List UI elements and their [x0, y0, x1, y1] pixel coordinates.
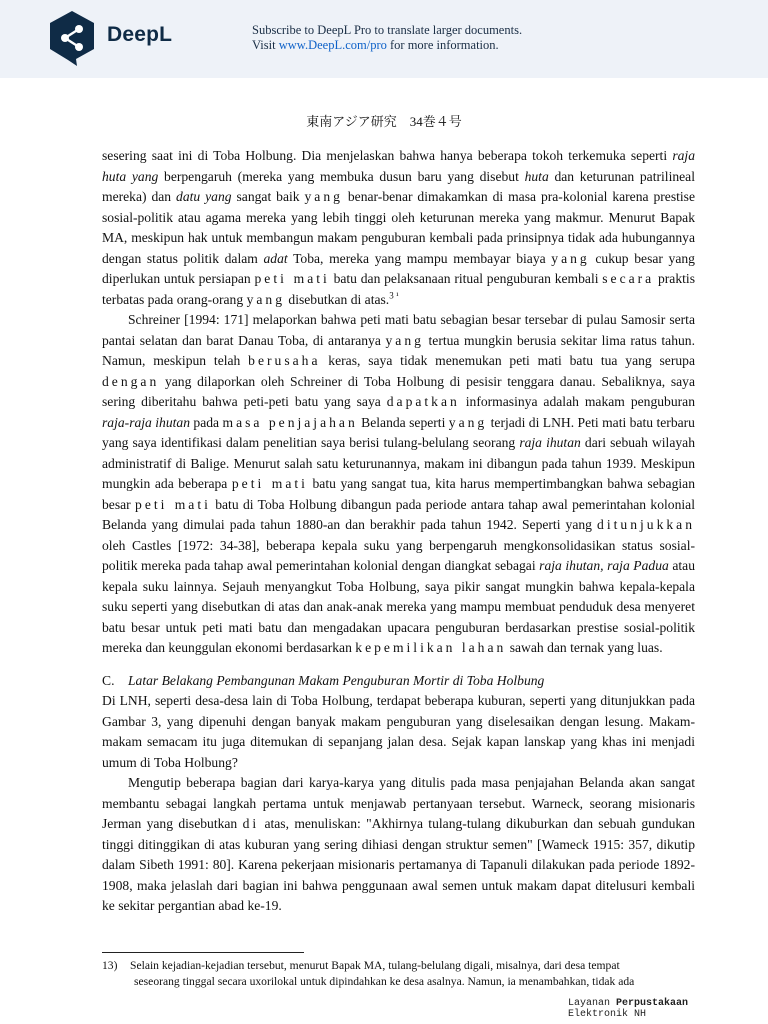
paragraph-1: sesering saat ini di Toba Holbung. Dia menjelaskan bahwa hanya beberapa tokoh terkemuka seperti raja huta yang berpengaruh (mereka yang membuka dusun baru yang disebut huta dan keturunan patrilineal mereka) dan datu yang sangat baik yang benar-benar dimakamkan di masa pra-kolonial karena prestise sosial-politik atau agama mereka yang lebih tinggi oleh keturunan mereka yang makmur. Menurut Bapak MA, meskipun hak untuk membangun makam penguburan kembali pada prinsipnya tidak ada hubungannya dengan status politik dalam adat Toba, mereka yang mampu membayar biaya yang cukup besar yang diperlukan untuk persiapan peti mati batu dan pelaksanaan ritual penguburan kembali secara praktis terbatas pada orang-orang yang disebutkan di atas.$^{3 ^1}$	[102, 148, 695, 307]
deepl-banner	[0, 0, 768, 78]
section-title: Latar Belakang Pembangunan Makam Penguburan Mortir di Toba Holbung	[128, 672, 545, 688]
deepl-logo-icon[interactable]	[46, 9, 98, 67]
stamp-line-1: Layanan Perpustakaan	[568, 998, 689, 1009]
stamp-line-2: Elektronik NH	[568, 1009, 647, 1020]
promo-line-1: Subscribe to DeepL Pro to translate larger documents.	[252, 23, 523, 37]
document-body	[102, 146, 695, 917]
promo-line-2	[252, 38, 522, 53]
library-stamp	[568, 998, 688, 1020]
footnote-number: 13)	[102, 959, 118, 972]
promo-text	[252, 23, 522, 53]
paragraph-2: Schreiner [1994: 171] melaporkan bahwa peti mati batu sebagian besar tersebar di pulau Samosir serta pantai selatan dan barat Danau Toba, di antaranya yang tertua mungkin berusia sekitar lima ratus tahun. Namun, meskipun telah berusaha keras, saya tidak menemukan peti mati batu tua yang serupa dengan yang dilaporkan oleh Schreiner di Toba Holbung di pesisir tenggara danau. Sebaliknya, saya sering diberitahu bahwa peti-peti batu yang saya dapatkan informasinya adalah makam penguburan raja-raja ihutan pada masa penjajahan Belanda seperti yang terjadi di LNH. Peti mati batu terbaru yang saya identifikasi dalam penelitian saya berisi tulang-belulang seorang raja ihutan dari sebuah wilayah administratif di Balige. Menurut salah satu keturunannya, makam ini dibangun pada tahun 1939. Meskipun mungkin ada beberapa peti mati batu yang sangat tua, kita harus mempertimbangkan bahwa sebagian besar peti mati batu di Toba Holbung dibangun pada periode antara tahap awal pemerintahan kolonial Belanda yang dimulai pada tahun 1880-an dan berakhir pada tahun 1942. Seperti yang ditunjukkan oleh Castles [1972: 34-38], beberapa kepala suku yang berpengaruh mengkonsolidasikan status sosial-politik mereka pada tahap awal pemerintahan kolonial dengan diangkat sebagai raja ihutan, raja Padua atau kepala suku lainnya. Sejauh menyangkut Toba Holbung, saya pikir sangat mungkin bahwa kepala-kepala suku seperti yang disebutkan di atas dan anak-anak mereka yang mampu membuat penduduk desa menyeret batu besar untuk peti mati batu dan mengadakan upacara penguburan berdasarkan prestise sosial-politik mereka dan keunggulan ekonomi berdasarkan kepemilikan lahan sawah dan ternak yang luas.	[102, 312, 695, 655]
deepl-logo-text: DeepL	[107, 23, 173, 46]
deepl-pro-link[interactable]: www.DeepL.com/pro	[278, 38, 387, 52]
footnote-line-2: seseorang tinggal secara uxorilokal untuk dipindahkan ke desa asalnya. Namun, ia menambahkan, tidak ada	[134, 974, 635, 988]
footnote-divider	[102, 952, 304, 953]
footnote-line-1: 13) Selain kejadian-kejadian tersebut, menurut Bapak MA, tulang-belulang digali, misalnya, dari desa tempat	[102, 959, 620, 972]
promo-suffix: for more information.	[386, 38, 499, 52]
running-head: 東南アジア研究 34巻４号	[306, 114, 462, 129]
footnote	[102, 958, 695, 989]
section-letter: C.	[102, 672, 115, 688]
paragraph-3: Di LNH, seperti desa-desa lain di Toba Holbung, terdapat beberapa kuburan, seperti yang ditunjukkan pada Gambar 3, yang dipenuhi dengan banyak makam penguburan yang diselesaikan dengan lesung. Makam-makam semacam itu juga ditemukan di sepanjang jalan desa. Sejak kapan lanskap yang khas ini menjadi umum di Toba Holbung?	[102, 693, 695, 770]
promo-visit: Visit	[252, 38, 279, 52]
section-heading	[102, 671, 695, 692]
footnote-ref: 3 ¹	[389, 289, 399, 300]
paragraph-4: Mengutip beberapa bagian dari karya-karya yang ditulis pada masa penjajahan Belanda akan sangat membantu sebagai langkah pertama untuk menjawab pertanyaan tersebut. Warneck, seorang misionaris Jerman yang disebutkan di atas, menuliskan: "Akhirnya tulang-tulang dikuburkan dan sebuah gundukan tinggi ditinggikan di atas kuburan yang sering dihiasi dengan struktur semen" [Wameck 1915: 357, dikutip dalam Sibeth 1991: 80]. Karena pekerjaan misionaris pertamanya di Tapanuli dilakukan pada periode 1892-1908, maka jelaslah dari bagian ini bahwa penggunaan awal semen untuk makam dapat ditelusuri kembali ke sekitar pergantian abad ke-19.	[102, 775, 695, 913]
